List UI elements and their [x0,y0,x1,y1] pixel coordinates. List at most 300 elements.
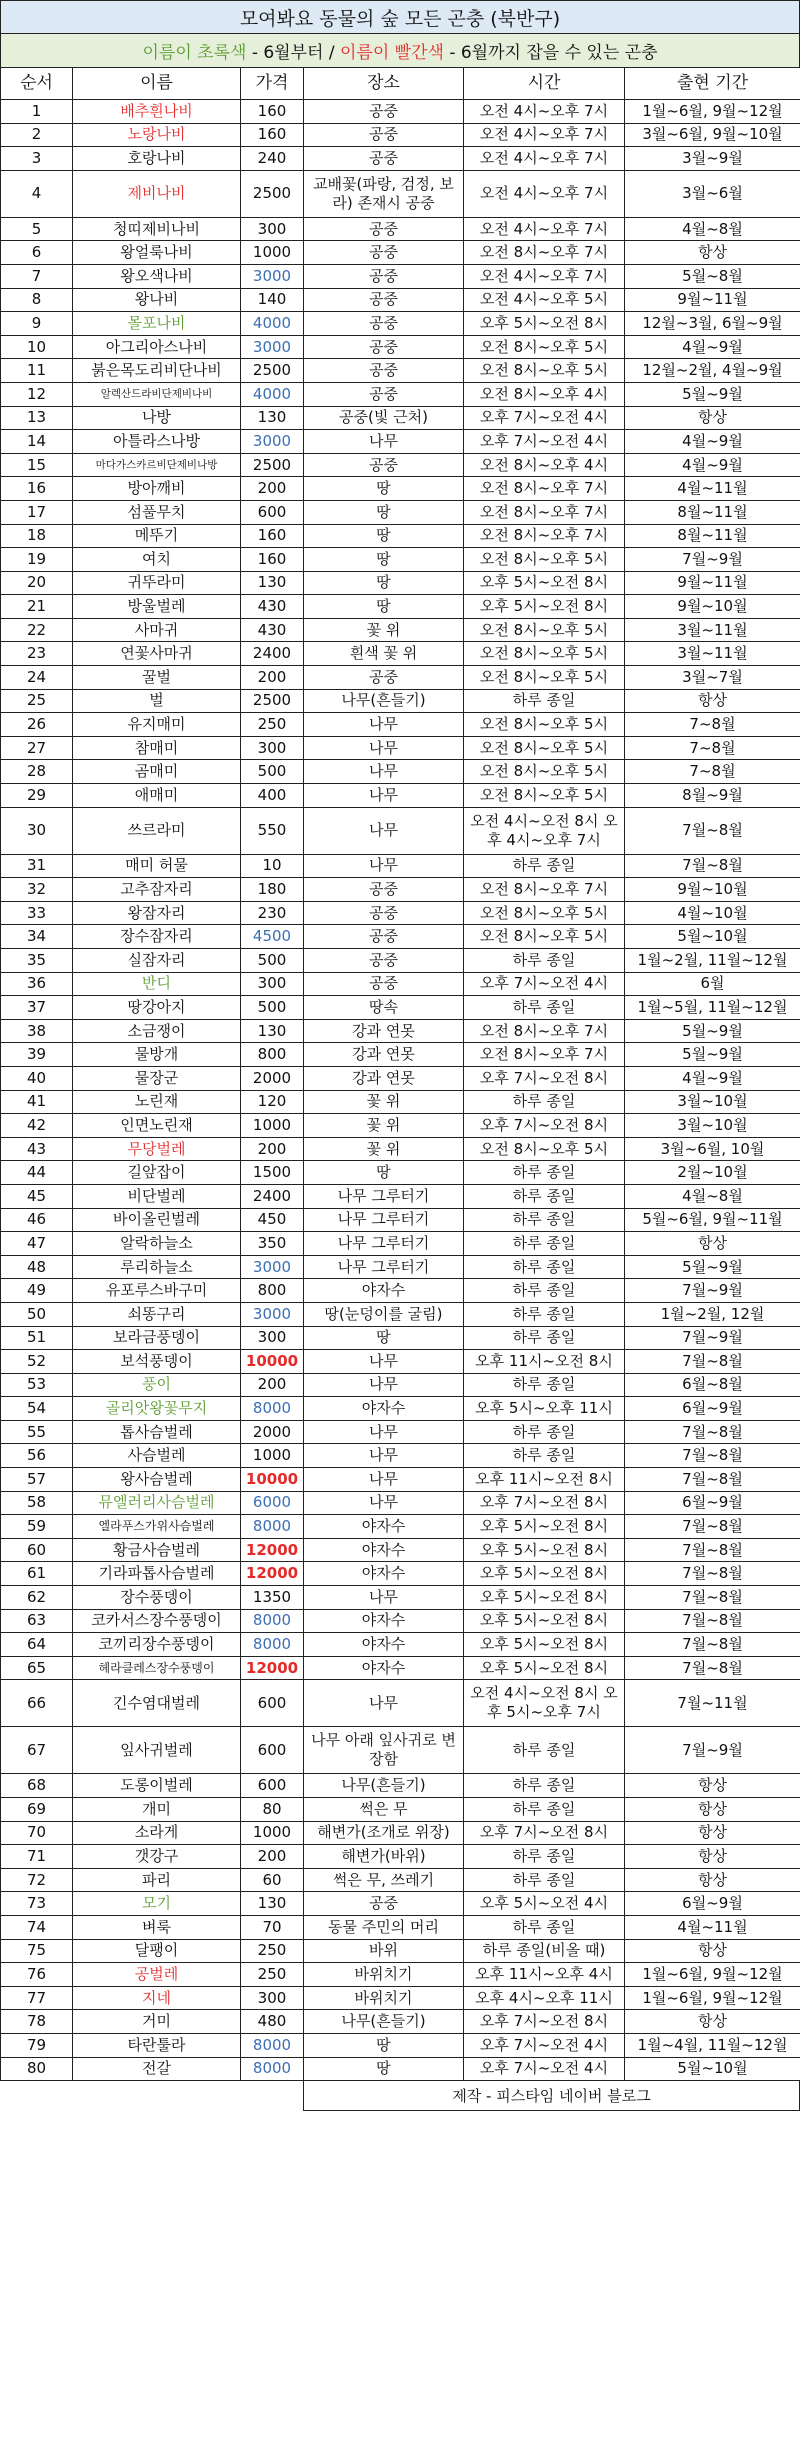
cell-price: 600 [241,1727,304,1774]
cell-name: 참매미 [73,736,241,760]
cell-place: 나무 그루터기 [304,1208,464,1232]
cell-number: 62 [1,1586,73,1610]
cell-name: 루리하늘소 [73,1255,241,1279]
table-row [1,500,800,524]
cell-price: 2500 [241,689,304,713]
cell-price: 120 [241,1090,304,1114]
cell-number: 57 [1,1468,73,1492]
table-row [1,1656,800,1680]
cell-number: 52 [1,1350,73,1374]
cell-place: 공중 [304,217,464,241]
cell-period: 1월~5월, 11월~12월 [625,996,800,1020]
cell-time: 오전 8시~오후 5시 [464,548,625,572]
cell-price: 12000 [241,1538,304,1562]
cell-time: 오후 5시~오전 8시 [464,1515,625,1539]
cell-time: 오전 4시~오후 7시 [464,147,625,171]
cell-number: 19 [1,548,73,572]
cell-place: 나무 [304,1350,464,1374]
cell-period: 5월~9월 [625,1255,800,1279]
cell-place: 야자수 [304,1609,464,1633]
cell-name: 소라게 [73,1821,241,1845]
cell-time: 오전 8시~오후 5시 [464,784,625,808]
cell-name: 왕나비 [73,288,241,312]
cell-period: 4월~9월 [625,430,800,454]
cell-period: 7월~8월 [625,1515,800,1539]
cell-price: 130 [241,571,304,595]
cell-place: 교배꽃(파랑, 검정, 보라) 존재시 공중 [304,170,464,217]
cell-time: 하루 종일 [464,1279,625,1303]
cell-price: 200 [241,477,304,501]
cell-time: 하루 종일 [464,1444,625,1468]
cell-period: 1월~2월, 12월 [625,1302,800,1326]
column-header-number: 순서 [1,68,73,100]
cell-price: 2000 [241,1066,304,1090]
cell-number: 1 [1,100,73,124]
cell-price: 130 [241,1019,304,1043]
cell-place: 공중 [304,359,464,383]
cell-time: 오전 8시~오후 5시 [464,642,625,666]
table-row [1,1680,800,1727]
cell-name: 거미 [73,2010,241,2034]
cell-price: 2500 [241,359,304,383]
cell-price: 2000 [241,1420,304,1444]
cell-period: 7월~9월 [625,548,800,572]
cell-time: 오후 5시~오전 8시 [464,1633,625,1657]
cell-number: 24 [1,666,73,690]
cell-place: 나무 [304,736,464,760]
table-row [1,1515,800,1539]
cell-period: 7월~8월 [625,1420,800,1444]
cell-name: 왕오색나비 [73,264,241,288]
cell-number: 12 [1,382,73,406]
cell-time: 하루 종일 [464,1090,625,1114]
cell-time: 하루 종일 [464,1727,625,1774]
cell-name: 파리 [73,1868,241,1892]
cell-place: 땅 [304,548,464,572]
cell-name: 땅강아지 [73,996,241,1020]
cell-place: 나무 [304,854,464,878]
cell-number: 17 [1,500,73,524]
table-row [1,618,800,642]
cell-number: 75 [1,1939,73,1963]
table-row [1,241,800,265]
table-row [1,1868,800,1892]
cell-time: 오후 5시~오전 8시 [464,595,625,619]
cell-price: 160 [241,123,304,147]
cell-name: 헤라클레스장수풍뎅이 [73,1656,241,1680]
cell-place: 공중 [304,949,464,973]
cell-time: 하루 종일 [464,1420,625,1444]
cell-place: 강과 연못 [304,1066,464,1090]
cell-number: 32 [1,878,73,902]
cell-period: 항상 [625,2010,800,2034]
cell-name: 알락하늘소 [73,1232,241,1256]
cell-name: 노린재 [73,1090,241,1114]
footer-row [0,2081,800,2111]
cell-time: 오후 5시~오전 8시 [464,1562,625,1586]
cell-name: 엘라푸스가위사슴벌레 [73,1515,241,1539]
cell-period: 4월~11월 [625,1915,800,1939]
cell-place: 땅(눈덩이를 굴림) [304,1302,464,1326]
cell-time: 오전 4시~오후 7시 [464,264,625,288]
cell-number: 4 [1,170,73,217]
cell-period: 3월~10월 [625,1114,800,1138]
cell-place: 나무 [304,1586,464,1610]
cell-period: 7월~8월 [625,854,800,878]
cell-period: 7월~8월 [625,1562,800,1586]
cell-period: 3월~10월 [625,1090,800,1114]
cell-price: 8000 [241,1609,304,1633]
table-row [1,1586,800,1610]
cell-place: 야자수 [304,1656,464,1680]
cell-period: 4월~8월 [625,1184,800,1208]
table-row [1,1232,800,1256]
cell-period: 5월~6월, 9월~11월 [625,1208,800,1232]
table-row [1,1397,800,1421]
table-row [1,949,800,973]
cell-price: 200 [241,1845,304,1869]
table-row [1,100,800,124]
cell-place: 나무(흔들기) [304,689,464,713]
column-header-place: 장소 [304,68,464,100]
cell-price: 12000 [241,1562,304,1586]
table-row [1,477,800,501]
cell-period: 9월~10월 [625,878,800,902]
cell-time: 오전 4시~오후 7시 [464,217,625,241]
cell-period: 1월~4월, 11월~12월 [625,2033,800,2057]
cell-place: 공중 [304,100,464,124]
cell-time: 오전 8시~오후 5시 [464,618,625,642]
table-row [1,1184,800,1208]
cell-number: 65 [1,1656,73,1680]
cell-period: 1월~2월, 11월~12월 [625,949,800,973]
table-row [1,571,800,595]
table-row [1,406,800,430]
cell-place: 땅 [304,571,464,595]
cell-place: 나무 [304,1491,464,1515]
cell-period: 항상 [625,1821,800,1845]
cell-price: 350 [241,1232,304,1256]
table-row [1,335,800,359]
cell-period: 9월~10월 [625,595,800,619]
cell-name: 공벌레 [73,1963,241,1987]
cell-name: 배추흰나비 [73,100,241,124]
cell-place: 강과 연못 [304,1043,464,1067]
cell-time: 하루 종일 [464,949,625,973]
cell-place: 공중 [304,241,464,265]
table-row [1,1066,800,1090]
table-row [1,1114,800,1138]
cell-name: 왕얼룩나비 [73,241,241,265]
cell-place: 동물 주민의 머리 [304,1915,464,1939]
table-row [1,666,800,690]
cell-name: 달팽이 [73,1939,241,1963]
table-row [1,689,800,713]
cell-place: 야자수 [304,1538,464,1562]
cell-name: 전갈 [73,2057,241,2081]
table-row [1,595,800,619]
table-row [1,1633,800,1657]
cell-time: 오후 7시~오전 8시 [464,1821,625,1845]
cell-time: 하루 종일 [464,1184,625,1208]
cell-place: 땅 [304,1161,464,1185]
table-row [1,1420,800,1444]
cell-place: 땅 [304,1326,464,1350]
cell-name: 벼룩 [73,1915,241,1939]
cell-number: 78 [1,2010,73,2034]
cell-number: 49 [1,1279,73,1303]
cell-name: 물장군 [73,1066,241,1090]
table-row [1,170,800,217]
cell-number: 8 [1,288,73,312]
cell-place: 나무 [304,1680,464,1727]
cell-place: 나무 [304,430,464,454]
cell-name: 코카서스장수풍뎅이 [73,1609,241,1633]
cell-price: 300 [241,1326,304,1350]
cell-price: 200 [241,666,304,690]
cell-name: 쓰르라미 [73,807,241,854]
cell-period: 7월~8월 [625,1538,800,1562]
cell-number: 26 [1,713,73,737]
cell-period: 항상 [625,406,800,430]
cell-period: 2월~10월 [625,1161,800,1185]
cell-name: 반디 [73,972,241,996]
cell-period: 항상 [625,1868,800,1892]
insect-table-body [1,100,800,2081]
cell-place: 나무 아래 잎사귀로 변장함 [304,1727,464,1774]
cell-name: 붉은목도리비단나비 [73,359,241,383]
table-row [1,312,800,336]
cell-number: 54 [1,1397,73,1421]
cell-place: 공중 [304,453,464,477]
cell-time: 오전 8시~오후 7시 [464,1043,625,1067]
table-row [1,1350,800,1374]
cell-price: 12000 [241,1656,304,1680]
cell-name: 사마귀 [73,618,241,642]
cell-time: 오전 4시~오후 7시 [464,170,625,217]
column-header-price: 가격 [241,68,304,100]
cell-place: 나무 [304,784,464,808]
table-row [1,1491,800,1515]
cell-name: 톱사슴벌레 [73,1420,241,1444]
cell-time: 하루 종일 [464,1845,625,1869]
cell-number: 63 [1,1609,73,1633]
cell-price: 1000 [241,1821,304,1845]
cell-price: 1000 [241,241,304,265]
cell-period: 4월~9월 [625,1066,800,1090]
cell-price: 8000 [241,2033,304,2057]
cell-number: 43 [1,1137,73,1161]
table-row [1,548,800,572]
cell-number: 55 [1,1420,73,1444]
cell-place: 공중 [304,1892,464,1916]
cell-name: 보석풍뎅이 [73,1350,241,1374]
cell-period: 항상 [625,1232,800,1256]
cell-time: 오후 7시~오전 8시 [464,1066,625,1090]
cell-price: 3000 [241,1255,304,1279]
cell-place: 꽃 위 [304,1090,464,1114]
cell-number: 51 [1,1326,73,1350]
cell-number: 71 [1,1845,73,1869]
cell-number: 10 [1,335,73,359]
cell-price: 550 [241,807,304,854]
cell-price: 160 [241,548,304,572]
cell-price: 300 [241,972,304,996]
cell-place: 해변가(바위) [304,1845,464,1869]
cell-period: 1월~6월, 9월~12월 [625,1963,800,1987]
cell-time: 하루 종일 [464,996,625,1020]
cell-name: 코끼리장수풍뎅이 [73,1633,241,1657]
cell-number: 42 [1,1114,73,1138]
cell-period: 항상 [625,1774,800,1798]
cell-period: 3월~6월, 9월~10월 [625,123,800,147]
cell-price: 300 [241,1986,304,2010]
legend-red-label: 이름이 빨간색 [339,43,444,63]
cell-name: 왕사슴벌레 [73,1468,241,1492]
cell-period: 7~8월 [625,713,800,737]
cell-place: 흰색 꽃 위 [304,642,464,666]
cell-time: 오후 7시~오전 4시 [464,430,625,454]
cell-name: 곰매미 [73,760,241,784]
cell-place: 나무 그루터기 [304,1232,464,1256]
cell-period: 7월~8월 [625,1656,800,1680]
cell-place: 해변가(조개로 위장) [304,1821,464,1845]
cell-number: 11 [1,359,73,383]
cell-number: 41 [1,1090,73,1114]
cell-period: 7월~8월 [625,1468,800,1492]
cell-place: 땅 [304,477,464,501]
table-row [1,288,800,312]
cell-price: 230 [241,901,304,925]
cell-name: 아틀라스나방 [73,430,241,454]
cell-price: 10000 [241,1468,304,1492]
cell-name: 물방개 [73,1043,241,1067]
cell-time: 하루 종일 [464,1774,625,1798]
cell-time: 하루 종일 [464,1232,625,1256]
cell-time: 오전 8시~오후 5시 [464,1137,625,1161]
table-row [1,1161,800,1185]
cell-place: 공중 [304,123,464,147]
cell-period: 6월~9월 [625,1892,800,1916]
cell-time: 오후 5시~오전 8시 [464,1586,625,1610]
column-header-name: 이름 [73,68,241,100]
cell-period: 6월~9월 [625,1397,800,1421]
cell-name: 여치 [73,548,241,572]
cell-period: 4월~9월 [625,453,800,477]
cell-time: 오후 7시~오전 4시 [464,2057,625,2081]
cell-period: 7월~11월 [625,1680,800,1727]
table-row [1,996,800,1020]
cell-place: 공중 [304,901,464,925]
cell-number: 79 [1,2033,73,2057]
cell-name: 골리앗왕꽃무지 [73,1397,241,1421]
cell-time: 오전 8시~오후 5시 [464,713,625,737]
cell-price: 10000 [241,1350,304,1374]
cell-time: 오후 4시~오후 11시 [464,1986,625,2010]
cell-period: 4월~9월 [625,335,800,359]
cell-place: 나무(흔들기) [304,1774,464,1798]
cell-price: 1500 [241,1161,304,1185]
table-row [1,1986,800,2010]
cell-place: 꽃 위 [304,1137,464,1161]
table-row [1,1915,800,1939]
cell-place: 꽃 위 [304,1114,464,1138]
cell-price: 200 [241,1137,304,1161]
cell-name: 바이올린벌레 [73,1208,241,1232]
cell-number: 59 [1,1515,73,1539]
cell-time: 오전 4시~오후 7시 [464,100,625,124]
cell-time: 오전 4시~오후 7시 [464,123,625,147]
cell-price: 8000 [241,2057,304,2081]
cell-price: 2400 [241,642,304,666]
cell-price: 160 [241,524,304,548]
cell-number: 56 [1,1444,73,1468]
cell-name: 매미 허물 [73,854,241,878]
cell-place: 야자수 [304,1562,464,1586]
table-row [1,147,800,171]
cell-price: 600 [241,1680,304,1727]
cell-period: 6월~8월 [625,1373,800,1397]
table-row [1,1137,800,1161]
cell-name: 귀뚜라미 [73,571,241,595]
cell-time: 하루 종일 [464,1302,625,1326]
cell-period: 12월~3월, 6월~9월 [625,312,800,336]
table-row [1,430,800,454]
cell-period: 9월~11월 [625,288,800,312]
cell-name: 지네 [73,1986,241,2010]
cell-name: 쇠똥구리 [73,1302,241,1326]
table-header-row [1,68,800,100]
table-row [1,713,800,737]
cell-place: 공중 [304,312,464,336]
cell-period: 5월~9월 [625,1043,800,1067]
cell-time: 하루 종일 [464,1868,625,1892]
cell-place: 썩은 무, 쓰레기 [304,1868,464,1892]
cell-period: 항상 [625,1939,800,1963]
cell-time: 오전 8시~오후 7시 [464,477,625,501]
cell-price: 600 [241,500,304,524]
legend-subtitle [0,34,800,67]
cell-place: 공중 [304,335,464,359]
cell-number: 25 [1,689,73,713]
cell-number: 3 [1,147,73,171]
table-row [1,1798,800,1822]
cell-number: 37 [1,996,73,1020]
table-row [1,1774,800,1798]
cell-number: 35 [1,949,73,973]
cell-price: 70 [241,1915,304,1939]
cell-time: 오전 4시~오전 8시 오후 4시~오후 7시 [464,807,625,854]
cell-period: 7월~8월 [625,1586,800,1610]
cell-name: 소금쟁이 [73,1019,241,1043]
cell-time: 오후 7시~오전 4시 [464,2033,625,2057]
cell-period: 항상 [625,1798,800,1822]
cell-price: 500 [241,996,304,1020]
cell-place: 꽃 위 [304,618,464,642]
cell-time: 오후 11시~오전 8시 [464,1468,625,1492]
table-row [1,1090,800,1114]
cell-number: 31 [1,854,73,878]
table-row [1,1963,800,1987]
cell-number: 15 [1,453,73,477]
table-row [1,972,800,996]
cell-place: 공중 [304,264,464,288]
cell-number: 14 [1,430,73,454]
cell-place: 나무 그루터기 [304,1184,464,1208]
cell-time: 오전 8시~오후 5시 [464,666,625,690]
cell-number: 22 [1,618,73,642]
cell-period: 6월 [625,972,800,996]
